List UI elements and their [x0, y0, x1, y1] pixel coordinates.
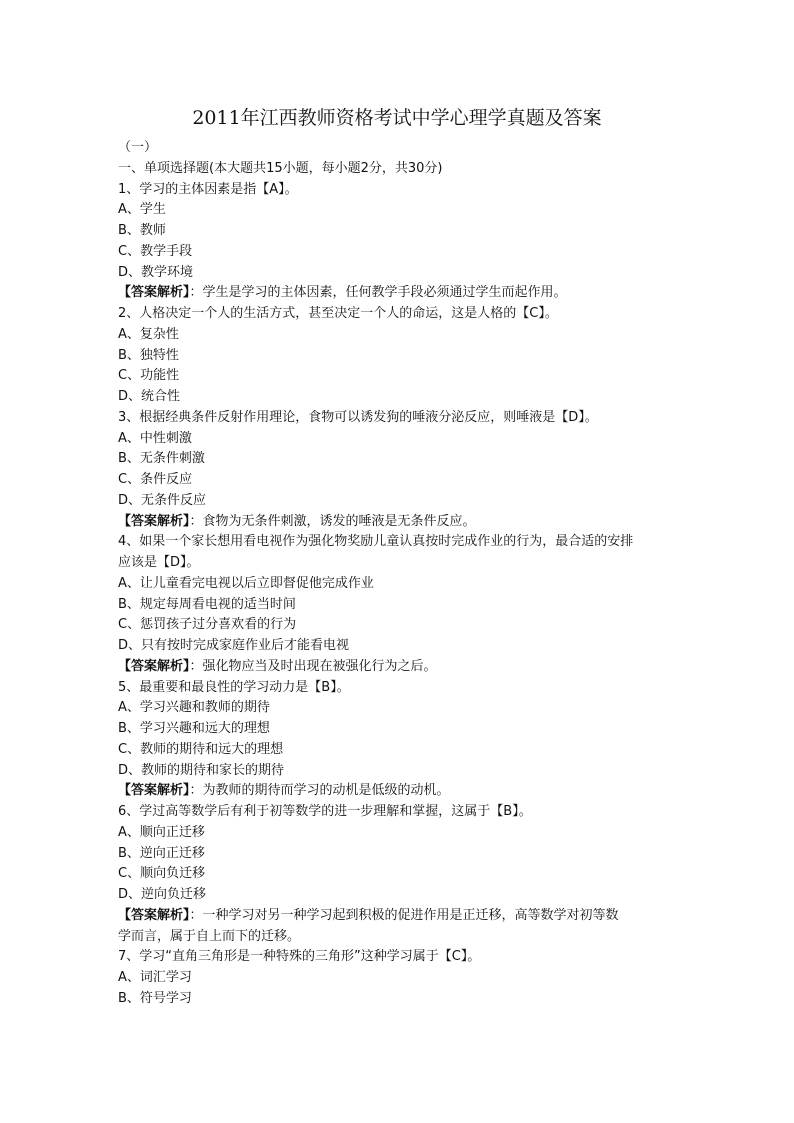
option: D、只有按时完成家庭作业后才能看电视	[118, 638, 350, 653]
analysis-text: ：强化物应当及时出现在被强化行为之后。	[189, 658, 437, 674]
option: C、惩罚孩子过分喜欢看的行为	[118, 617, 297, 633]
option: B、逆向正迁移	[118, 845, 205, 861]
option: B、符号学习	[118, 990, 192, 1006]
option: B、规定每周看电视的适当时间	[118, 596, 296, 612]
page-title: 2011年江西教师资格考试中学心理学真题及答案	[192, 107, 602, 129]
answer-analysis	[118, 657, 678, 678]
part-label: （一）	[118, 140, 158, 155]
question-stem: 7、学习“直角三角形是一种特殊的三角形”这种学习属于【C】。	[118, 949, 481, 965]
option: B、无条件刺激	[118, 451, 205, 467]
question-stem: 1、学习的主体因素是指【A】。	[118, 181, 298, 197]
option: C、教学手段	[118, 243, 193, 259]
option: A、词汇学习	[118, 970, 192, 985]
analysis-text: ：为教师的期待而学习的动机是低级的动机。	[189, 783, 450, 799]
answer-analysis-continued: 学而言，属于自上而下的迁移。	[118, 928, 301, 944]
question-stem-continued: 应该是【D】。	[118, 555, 200, 570]
option: A、学生	[118, 202, 166, 218]
analysis-label: 【答案解析】	[118, 513, 190, 529]
option: A、顺向正迁移	[118, 824, 205, 840]
option: C、功能性	[118, 368, 180, 384]
analysis-text: ：一种学习对另一种学习起到积极的促进作用是正迁移，高等数学对初等数	[189, 907, 619, 923]
answer-analysis	[118, 512, 678, 533]
option: B、独特性	[118, 347, 179, 363]
analysis-label: 【答案解析】	[118, 658, 190, 674]
option: C、顺向负迁移	[118, 866, 206, 882]
answer-analysis	[118, 906, 678, 927]
option: A、中性刺激	[118, 430, 192, 446]
analysis-label: 【答案解析】	[118, 907, 190, 923]
option: B、学习兴趣和远大的理想	[118, 721, 270, 736]
question-stem: 6、学过高等数学后有利于初等数学的进一步理解和掌握，这属于【B】。	[118, 804, 532, 819]
section-heading: 一、单项选择题(本大题共15小题，每小题2分，共30分)	[118, 160, 443, 176]
option: C、教师的期待和远大的理想	[118, 741, 284, 757]
option: B、教师	[118, 223, 166, 238]
analysis-text: ：食物为无条件刺激，诱发的唾液是无条件反应。	[189, 513, 476, 529]
question-stem: 3、根据经典条件反射作用理论，食物可以诱发狗的唾液分泌反应，则唾液是【D】。	[118, 409, 598, 425]
question-stem: 5、最重要和最良性的学习动力是【B】。	[118, 679, 350, 695]
option: D、教学环境	[118, 264, 194, 280]
analysis-label: 【答案解析】	[118, 285, 190, 301]
question-stem: 4、如果一个家长想用看电视作为强化物奖励儿童认真按时完成作业的行为，最合适的安排	[118, 534, 634, 550]
analysis-label: 【答案解析】	[118, 783, 190, 799]
question-stem: 2、人格决定一个人的生活方式，甚至决定一个人的命运，这是人格的【C】。	[118, 306, 558, 321]
document-body	[118, 138, 678, 1010]
option: A、复杂性	[118, 326, 179, 342]
option: C、条件反应	[118, 472, 193, 487]
option: D、无条件反应	[118, 492, 207, 508]
option: D、教师的期待和家长的期待	[118, 762, 285, 778]
option: A、学习兴趣和教师的期待	[118, 700, 270, 716]
option: D、统合性	[118, 389, 181, 404]
analysis-text: ：学生是学习的主体因素，任何教学手段必须通过学生而起作用。	[189, 285, 567, 301]
option: A、让儿童看完电视以后立即督促他完成作业	[118, 575, 374, 591]
answer-analysis	[118, 283, 678, 304]
option: D、逆向负迁移	[118, 887, 207, 902]
answer-analysis	[118, 781, 678, 802]
